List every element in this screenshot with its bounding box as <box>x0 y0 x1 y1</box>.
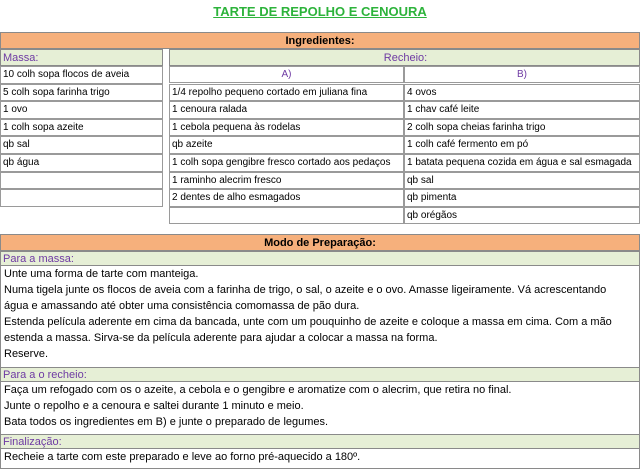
recheio-a-cell <box>169 207 404 225</box>
ingredients-header: Ingredientes: <box>0 32 640 49</box>
prep-massa-label: Para a massa: <box>0 251 640 266</box>
col-b-header: B) <box>404 66 640 83</box>
massa-cell: 5 colh sopa farinha trigo <box>0 84 163 102</box>
recheio-a-cell: 1 raminho alecrim fresco <box>169 172 404 190</box>
recipe-title: TARTE DE REPOLHO E CENOURA <box>213 4 427 19</box>
recheio-a-cell: qb azeite <box>169 136 404 154</box>
recheio-b-cell: 4 ovos <box>404 84 640 102</box>
text-line: água e amassando até obter uma consistência comomassa de pão dura. <box>4 300 360 312</box>
massa-cell <box>0 189 163 207</box>
prep-final-text <box>0 449 640 469</box>
recheio-b-cell: 2 colh sopa cheias farinha trigo <box>404 119 640 137</box>
massa-cell: 10 colh sopa flocos de aveia <box>0 66 163 84</box>
text-line: Numa tigela junte os flocos de aveia com a farinha de trigo, o sal, o azeite e o ovo. Amasse ligeiramente. Vá acrescentando <box>4 284 607 296</box>
massa-cell: qb sal <box>0 136 163 154</box>
massa-cell <box>0 172 163 190</box>
text-line: Estenda película aderente em cima da bancada, unte com um pouquinho de azeite e coloque a massa em cima. Com a mão <box>4 316 612 328</box>
recheio-a-cell: 1 cenoura ralada <box>169 101 404 119</box>
massa-cell: qb água <box>0 154 163 172</box>
recheio-label: Recheio: <box>169 49 640 66</box>
prep-final-label: Finalização: <box>0 434 640 449</box>
prep-massa-text <box>0 266 640 367</box>
recheio-b-cell: 1 chav café leite <box>404 101 640 119</box>
massa-cell: 1 colh sopa azeite <box>0 119 163 137</box>
recheio-b-cell: qb pimenta <box>404 189 640 207</box>
recheio-a-cell: 1/4 repolho pequeno cortado em juliana fina <box>169 84 404 102</box>
massa-cell: 1 ovo <box>0 101 163 119</box>
recheio-a-cell: 2 dentes de alho esmagados <box>169 189 404 207</box>
text-line: Bata todos os ingredientes em B) e junte o preparado de legumes. <box>4 416 329 428</box>
text-line: Recheie a tarte com este preparado e leve ao forno pré-aquecido a 180º. <box>4 451 361 463</box>
prep-recheio-label: Para a o recheio: <box>0 367 640 382</box>
recheio-a-cell: 1 cebola pequena às rodelas <box>169 119 404 137</box>
text-line: Junte o repolho e a cenoura e saltei durante 1 minuto e meio. <box>4 400 304 412</box>
recheio-b-cell: qb orégãos <box>404 207 640 225</box>
text-line: Unte uma forma de tarte com manteiga. <box>4 268 199 280</box>
prep-recheio-text <box>0 382 640 434</box>
recheio-b-cell: 1 batata pequena cozida em água e sal esmagada <box>404 154 640 172</box>
text-line: Reserve. <box>4 348 49 360</box>
text-line: Faça um refogado com os o azeite, a cebola e o gengibre e aromatize com o alecrim, que retira no final. <box>4 384 512 396</box>
col-a-header: A) <box>169 66 404 83</box>
text-line: estenda a massa. Sirva-se da película aderente para ajudar a colocar a massa na forma. <box>4 332 438 344</box>
recheio-b-cell: qb sal <box>404 172 640 190</box>
recheio-a-cell: 1 colh sopa gengibre fresco cortado aos pedaços <box>169 154 404 172</box>
massa-label: Massa: <box>0 49 163 66</box>
preparation-header: Modo de Preparação: <box>0 234 640 251</box>
recheio-b-cell: 1 colh café fermento em pó <box>404 136 640 154</box>
